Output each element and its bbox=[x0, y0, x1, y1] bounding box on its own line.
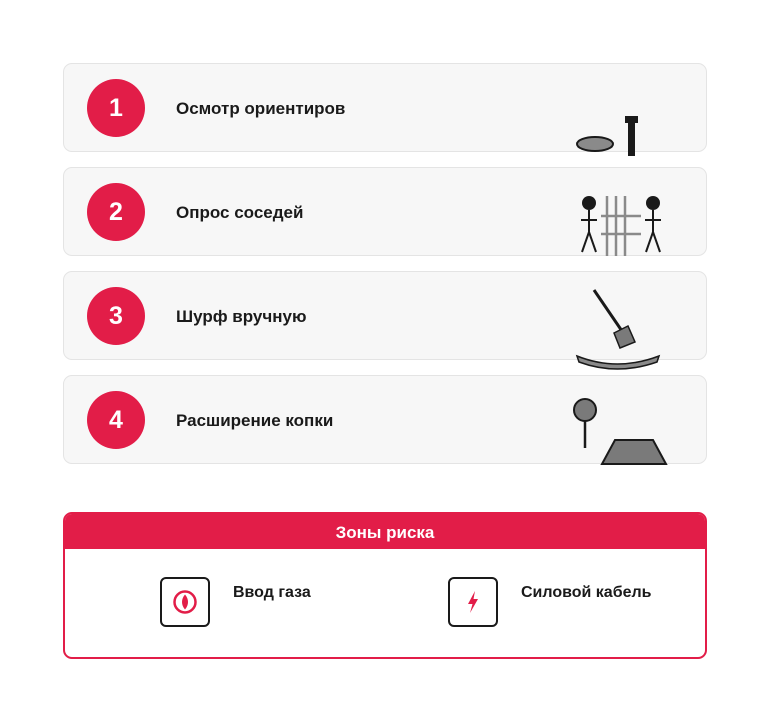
risk-icon-box bbox=[160, 577, 210, 627]
step-number-badge: 4 bbox=[87, 391, 145, 449]
step-label: Шурф вручную bbox=[176, 307, 307, 326]
steps-list bbox=[63, 63, 707, 479]
gas-flame-icon bbox=[172, 589, 198, 615]
step-card-3 bbox=[63, 271, 707, 360]
step-card-2 bbox=[63, 167, 707, 256]
step-card-1 bbox=[63, 63, 707, 152]
risk-zones-panel bbox=[63, 512, 707, 659]
risk-icon-box bbox=[448, 577, 498, 627]
step-number-badge: 2 bbox=[87, 183, 145, 241]
risk-zones-title: Зоны риска bbox=[65, 514, 705, 549]
step-number-badge: 3 bbox=[87, 287, 145, 345]
marker-and-excavation-icon bbox=[569, 376, 689, 471]
step-label: Расширение копки bbox=[176, 411, 334, 430]
lightning-icon bbox=[460, 589, 486, 615]
step-label: Опрос соседей bbox=[176, 203, 304, 222]
step-label: Осмотр ориентиров bbox=[176, 99, 346, 118]
step-number-badge: 1 bbox=[87, 79, 145, 137]
risk-label: Ввод газа bbox=[233, 584, 311, 601]
two-people-fence-icon bbox=[569, 168, 689, 263]
shovel-digging-icon bbox=[569, 272, 689, 367]
manhole-and-marker-post-icon bbox=[569, 64, 689, 159]
step-card-4 bbox=[63, 375, 707, 464]
risk-label: Силовой кабель bbox=[521, 584, 652, 601]
